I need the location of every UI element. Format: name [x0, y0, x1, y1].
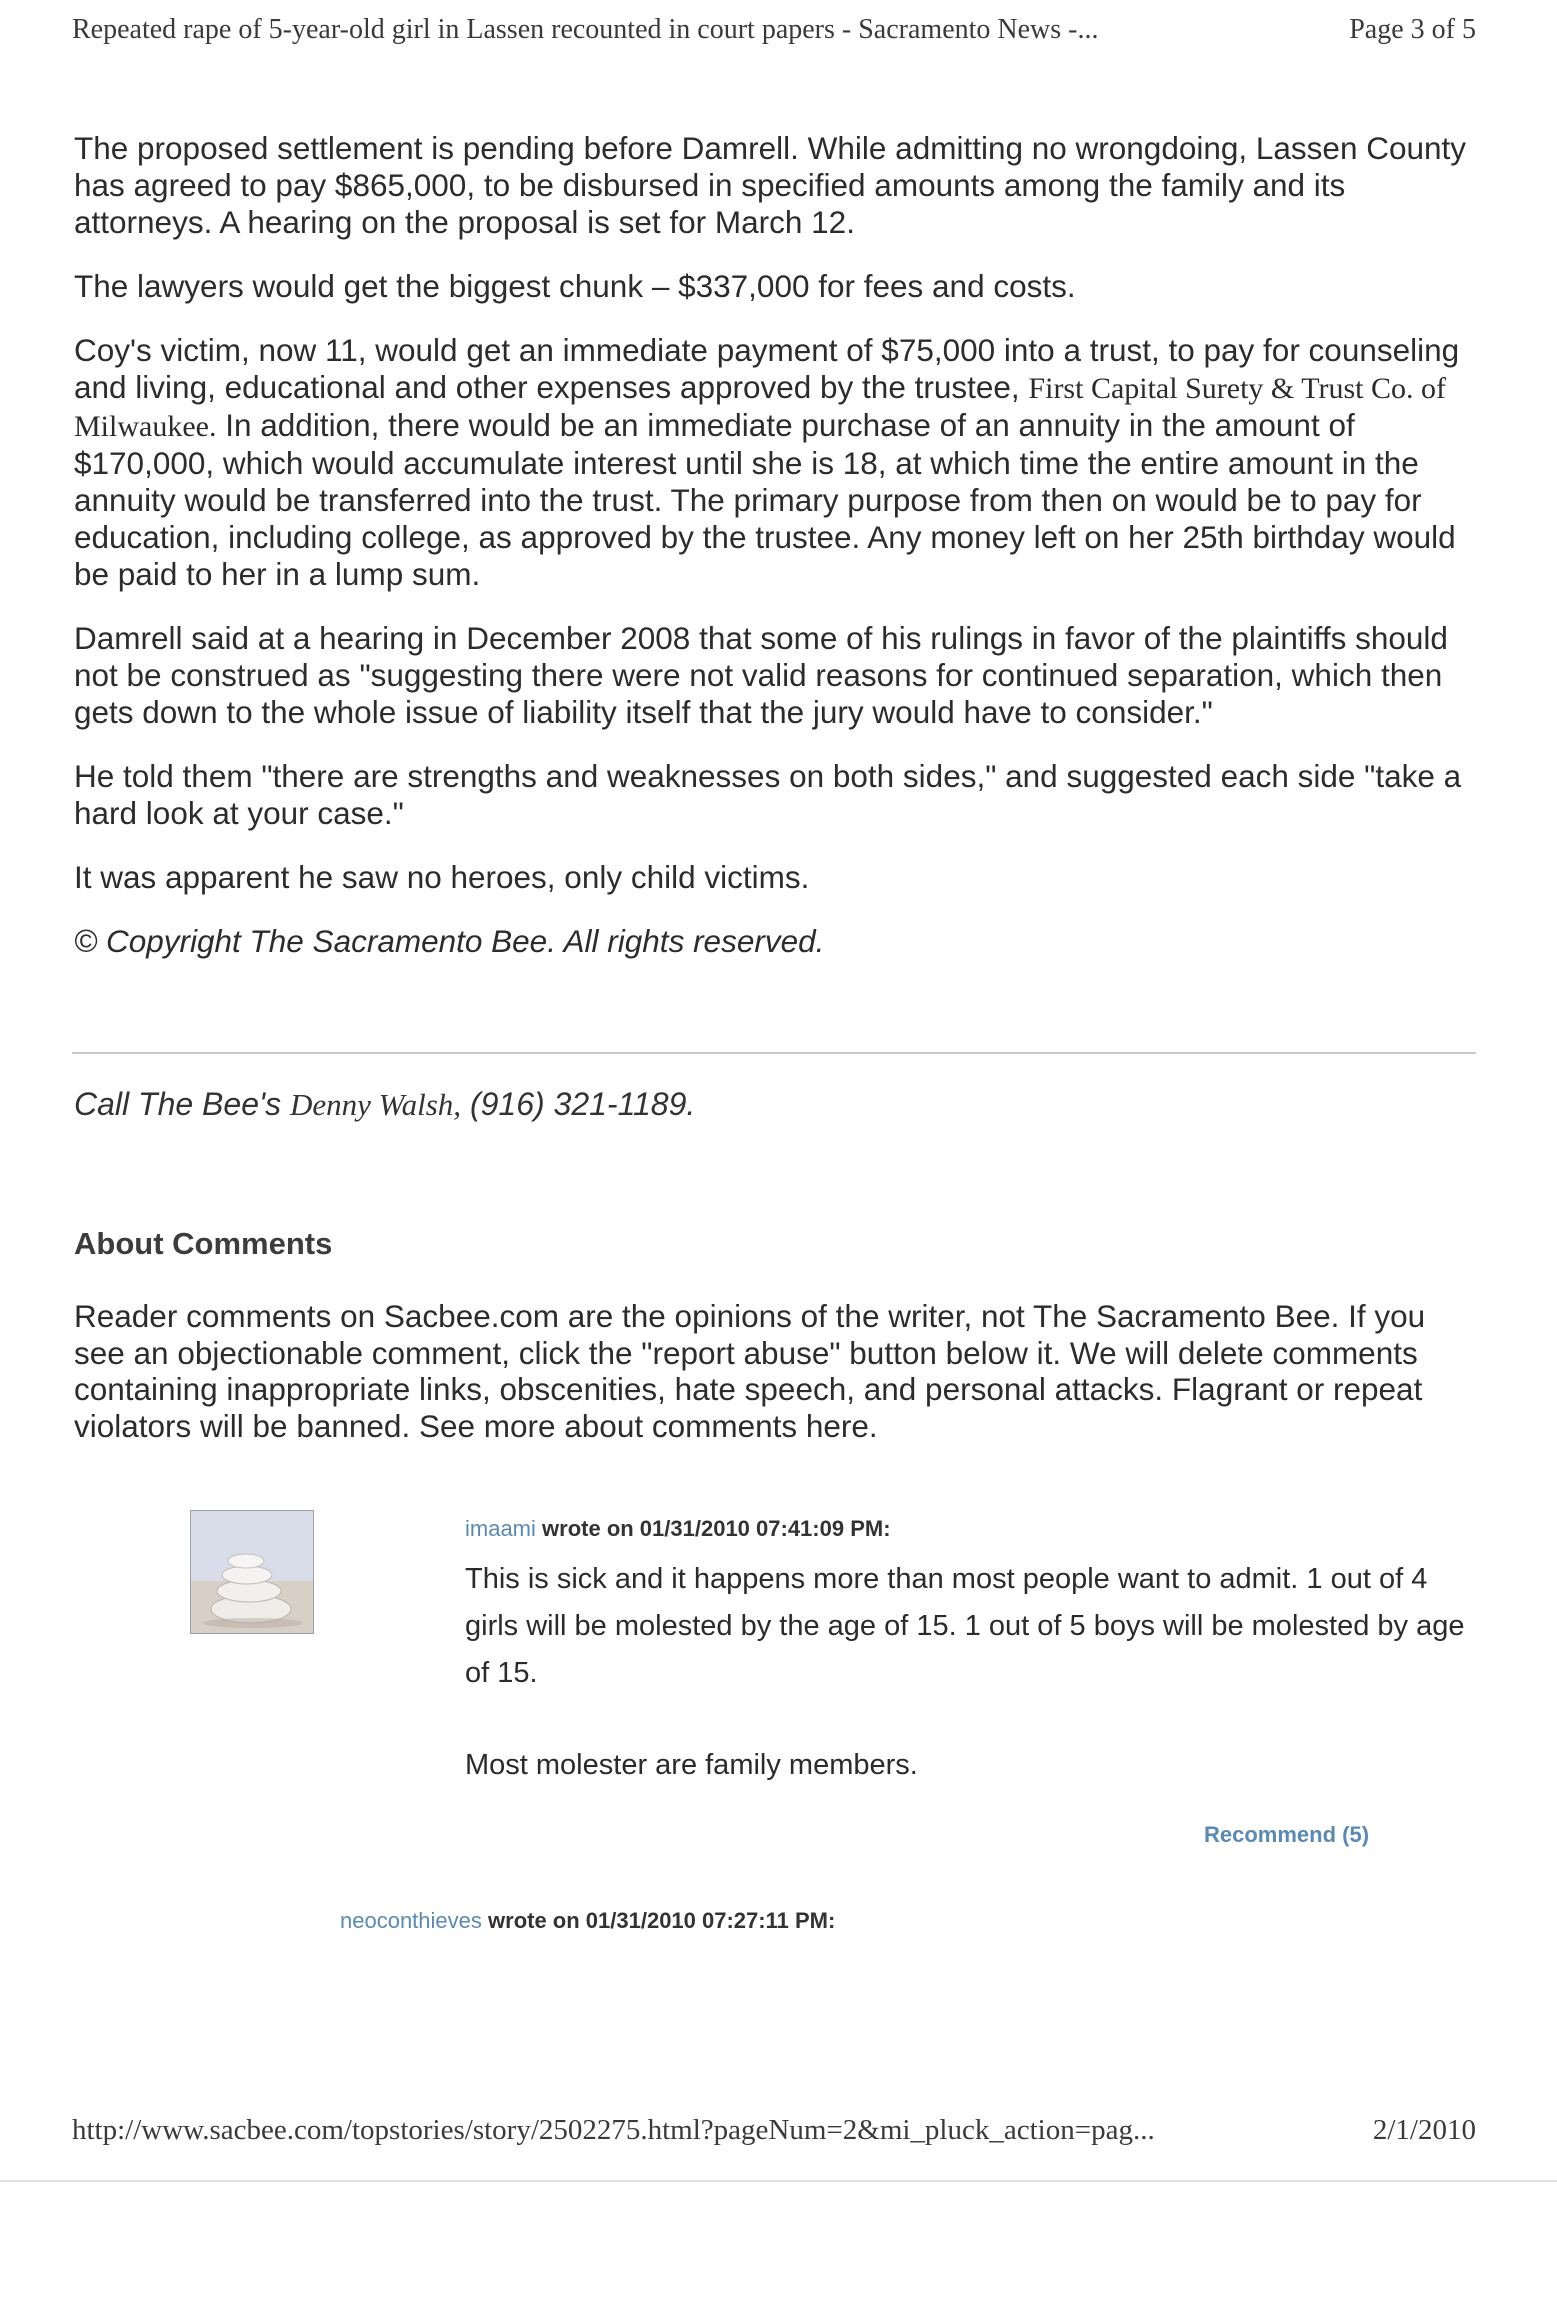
section-divider [72, 1052, 1476, 1054]
copyright-notice: © Copyright The Sacramento Bee. All rights reserved. [74, 923, 825, 959]
commenter-name-link[interactable]: imaami [465, 1516, 536, 1541]
article-paragraph: The proposed settlement is pending before Damrell. While admitting no wrongdoing, Lassen County has agreed to pay $865,000, to be disbursed in specified amounts among the family and its attorneys. A hearing on the proposal is set for March 12. [74, 130, 1467, 240]
article-paragraph: He told them "there are strengths and weaknesses on both sides," and suggested each side "take a hard look at your case." [74, 758, 1462, 831]
trustee-name: First Capital Surety & Trust Co. of Milwaukee. [74, 372, 1446, 443]
article-paragraph: Damrell said at a hearing in December 2008 that some of his rulings in favor of the plaintiffs should not be construed as "suggesting there were not valid reasons for continued separation, which then gets down to the whole issue of liability itself that the jury would have to consider." [74, 620, 1448, 730]
recommend-button[interactable]: Recommend (5) [1204, 1822, 1370, 1847]
article-paragraph: It was apparent he saw no heroes, only child victims. [74, 859, 810, 895]
article-text: Coy's victim, now 11, would get an immediate payment of $75,000 into a trust, to pay for counseling and living, educational and other expenses approved by the trustee, [74, 332, 1460, 405]
reporter-contact [74, 1086, 695, 1123]
comment-paragraph: Most molester are family members. [465, 1749, 918, 1781]
contact-prefix: Call The Bee's [74, 1086, 282, 1122]
stacked-stones-icon [191, 1511, 313, 1633]
commenter-avatar [190, 1510, 314, 1634]
about-comments-text: Reader comments on Sacbee.com are the opinions of the writer, not The Sacramento Bee. If you see an objectionable comment, click the "report abuse" button below it. We will delete comments containing inappropriate links, obscenities, hate speech, and personal attacks. Flagrant or repeat violators will be banned. See more about comments here. [74, 1298, 1426, 1444]
article-paragraph: The lawyers would get the biggest chunk – $337,000 for fees and costs. [74, 268, 1076, 304]
comment-meta [340, 1908, 835, 1934]
reporter-name: Denny Walsh, [289, 1087, 462, 1122]
comment-paragraph: This is sick and it happens more than most people want to admit. 1 out of 4 girls will be molested by the age of 15. 1 out of 5 boys will be molested by age of 15. [465, 1563, 1465, 1689]
reporter-phone: (916) 321-1189. [469, 1086, 696, 1122]
comment-meta [465, 1516, 891, 1542]
about-comments-heading: About Comments [74, 1226, 333, 1261]
article-body [74, 130, 1474, 987]
comment-timestamp: wrote on 01/31/2010 07:27:11 PM: [488, 1908, 836, 1933]
print-header [72, 6, 1476, 56]
print-header-title: Repeated rape of 5-year-old girl in Lassen recounted in court papers - Sacramento News -... [72, 14, 1099, 45]
commenter-name-link[interactable]: neoconthieves [340, 1908, 482, 1933]
print-header-page-number: Page 3 of 5 [1349, 14, 1476, 45]
article-text: In addition, there would be an immediate purchase of an annuity in the amount of $170,000, which would accumulate interest until she is 18, at which time the entire amount in the annuity would be transferred into the trust. The primary purpose from then on would be to pay for education, including college, as approved by the trustee. Any money left on her 25th birthday would be paid to her in a lump sum. [74, 407, 1456, 592]
print-footer-date: 2/1/2010 [1372, 2114, 1476, 2146]
print-footer-url: http://www.sacbee.com/topstories/story/2502275.html?pageNum=2&mi_pluck_action=pag... [72, 2114, 1155, 2146]
print-footer [72, 2114, 1476, 2164]
comment-timestamp: wrote on 01/31/2010 07:41:09 PM: [542, 1516, 891, 1541]
comment-body [465, 1556, 1465, 1834]
footer-divider [0, 2180, 1557, 2182]
article-paragraph [74, 332, 1474, 593]
